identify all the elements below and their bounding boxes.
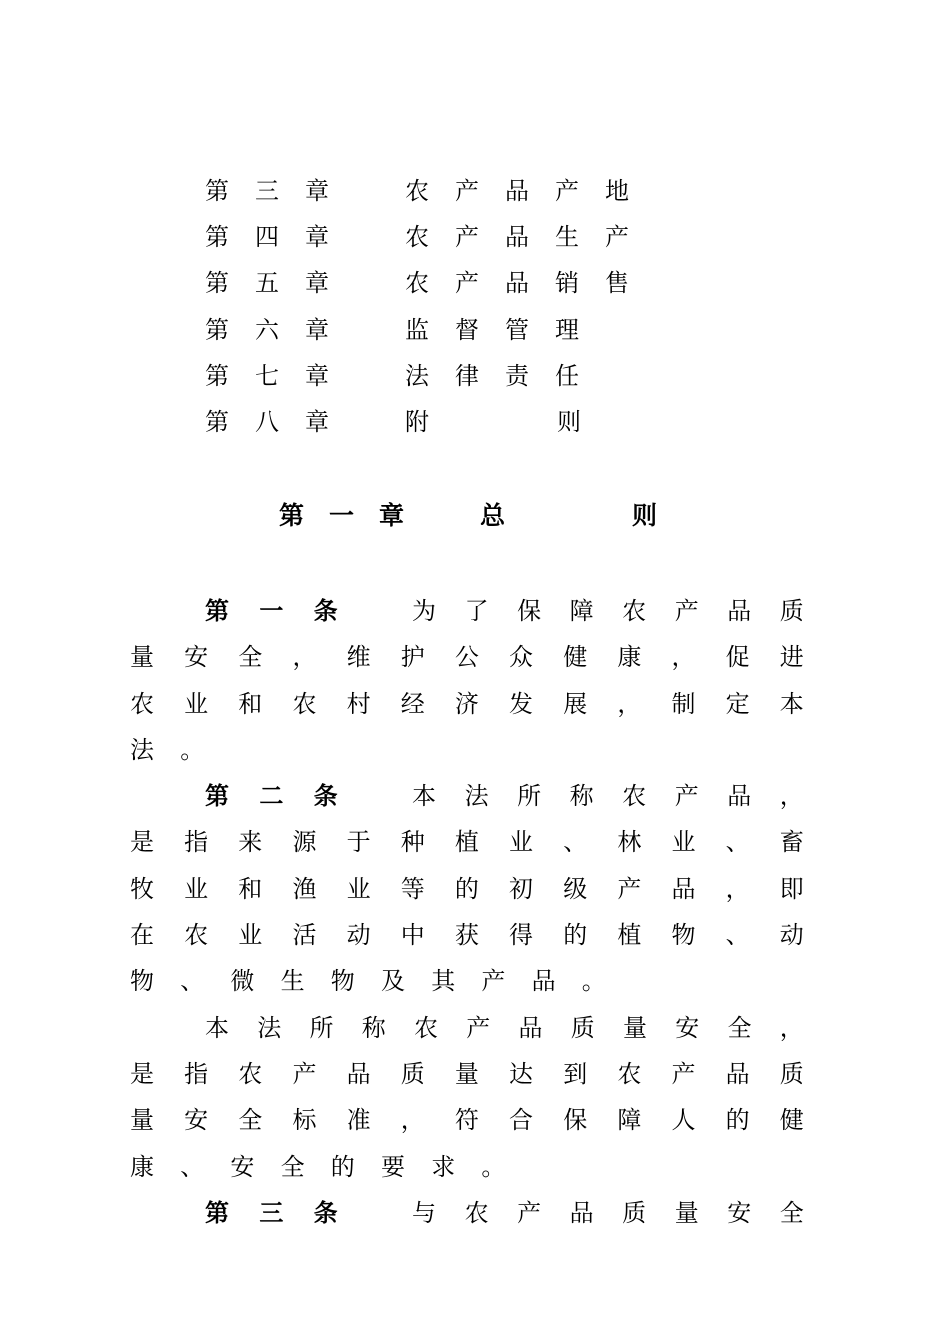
article-text: 本法所称农产品，是指来源于种植业、林业、畜牧业和渔业等的初级产品，即在农业活动中获得的植物、动物、微生物及其产品。 bbox=[130, 782, 831, 996]
toc-item bbox=[205, 170, 705, 216]
toc-chapter-title: 监督管理 bbox=[405, 315, 605, 344]
article-label: 第二条 bbox=[205, 782, 369, 811]
law-body-text bbox=[130, 588, 831, 1236]
toc-chapter-number: 第四章 bbox=[205, 223, 355, 252]
toc-chapter-title: 农产品销售 bbox=[405, 269, 655, 298]
toc-item bbox=[205, 401, 709, 447]
article-label: 第一条 bbox=[205, 597, 369, 625]
toc-item bbox=[205, 309, 705, 355]
article-paragraph bbox=[130, 1190, 830, 1236]
toc-chapter-number: 第六章 bbox=[205, 315, 355, 344]
toc-chapter-title: 法律责任 bbox=[405, 361, 605, 390]
article-text: 与农产品质量安全 bbox=[412, 1198, 831, 1227]
chapter-title-part: 总 bbox=[480, 501, 506, 530]
toc-chapter-title: 农产品产地 bbox=[405, 177, 655, 205]
toc-item bbox=[205, 216, 705, 262]
toc-item bbox=[205, 355, 705, 401]
article-paragraph bbox=[130, 588, 830, 773]
article-paragraph bbox=[130, 1005, 830, 1190]
article-text: 为了保障农产品质量安全，维护公众健康，促进农业和农村经济发展，制定本法。 bbox=[130, 597, 831, 764]
toc-chapter-title: 农产品生产 bbox=[405, 223, 655, 252]
chapter-heading bbox=[0, 498, 950, 538]
toc-chapter-title: 附则 bbox=[405, 407, 709, 436]
toc-chapter-number: 第三章 bbox=[205, 177, 355, 205]
toc-item bbox=[205, 262, 705, 308]
toc-chapter-number: 第七章 bbox=[205, 361, 355, 390]
article-paragraph bbox=[130, 773, 830, 1004]
article-label: 第三条 bbox=[205, 1198, 369, 1227]
chapter-title-part: 则 bbox=[632, 501, 658, 530]
table-of-contents bbox=[205, 170, 709, 447]
toc-chapter-number: 第八章 bbox=[205, 407, 355, 436]
article-text: 本法所称农产品质量安全，是指农产品质量达到农产品质量安全标准，符合保障人的健康、安全的要求。 bbox=[130, 1013, 830, 1181]
chapter-number: 第一章 bbox=[279, 501, 430, 530]
toc-chapter-number: 第五章 bbox=[205, 269, 355, 298]
